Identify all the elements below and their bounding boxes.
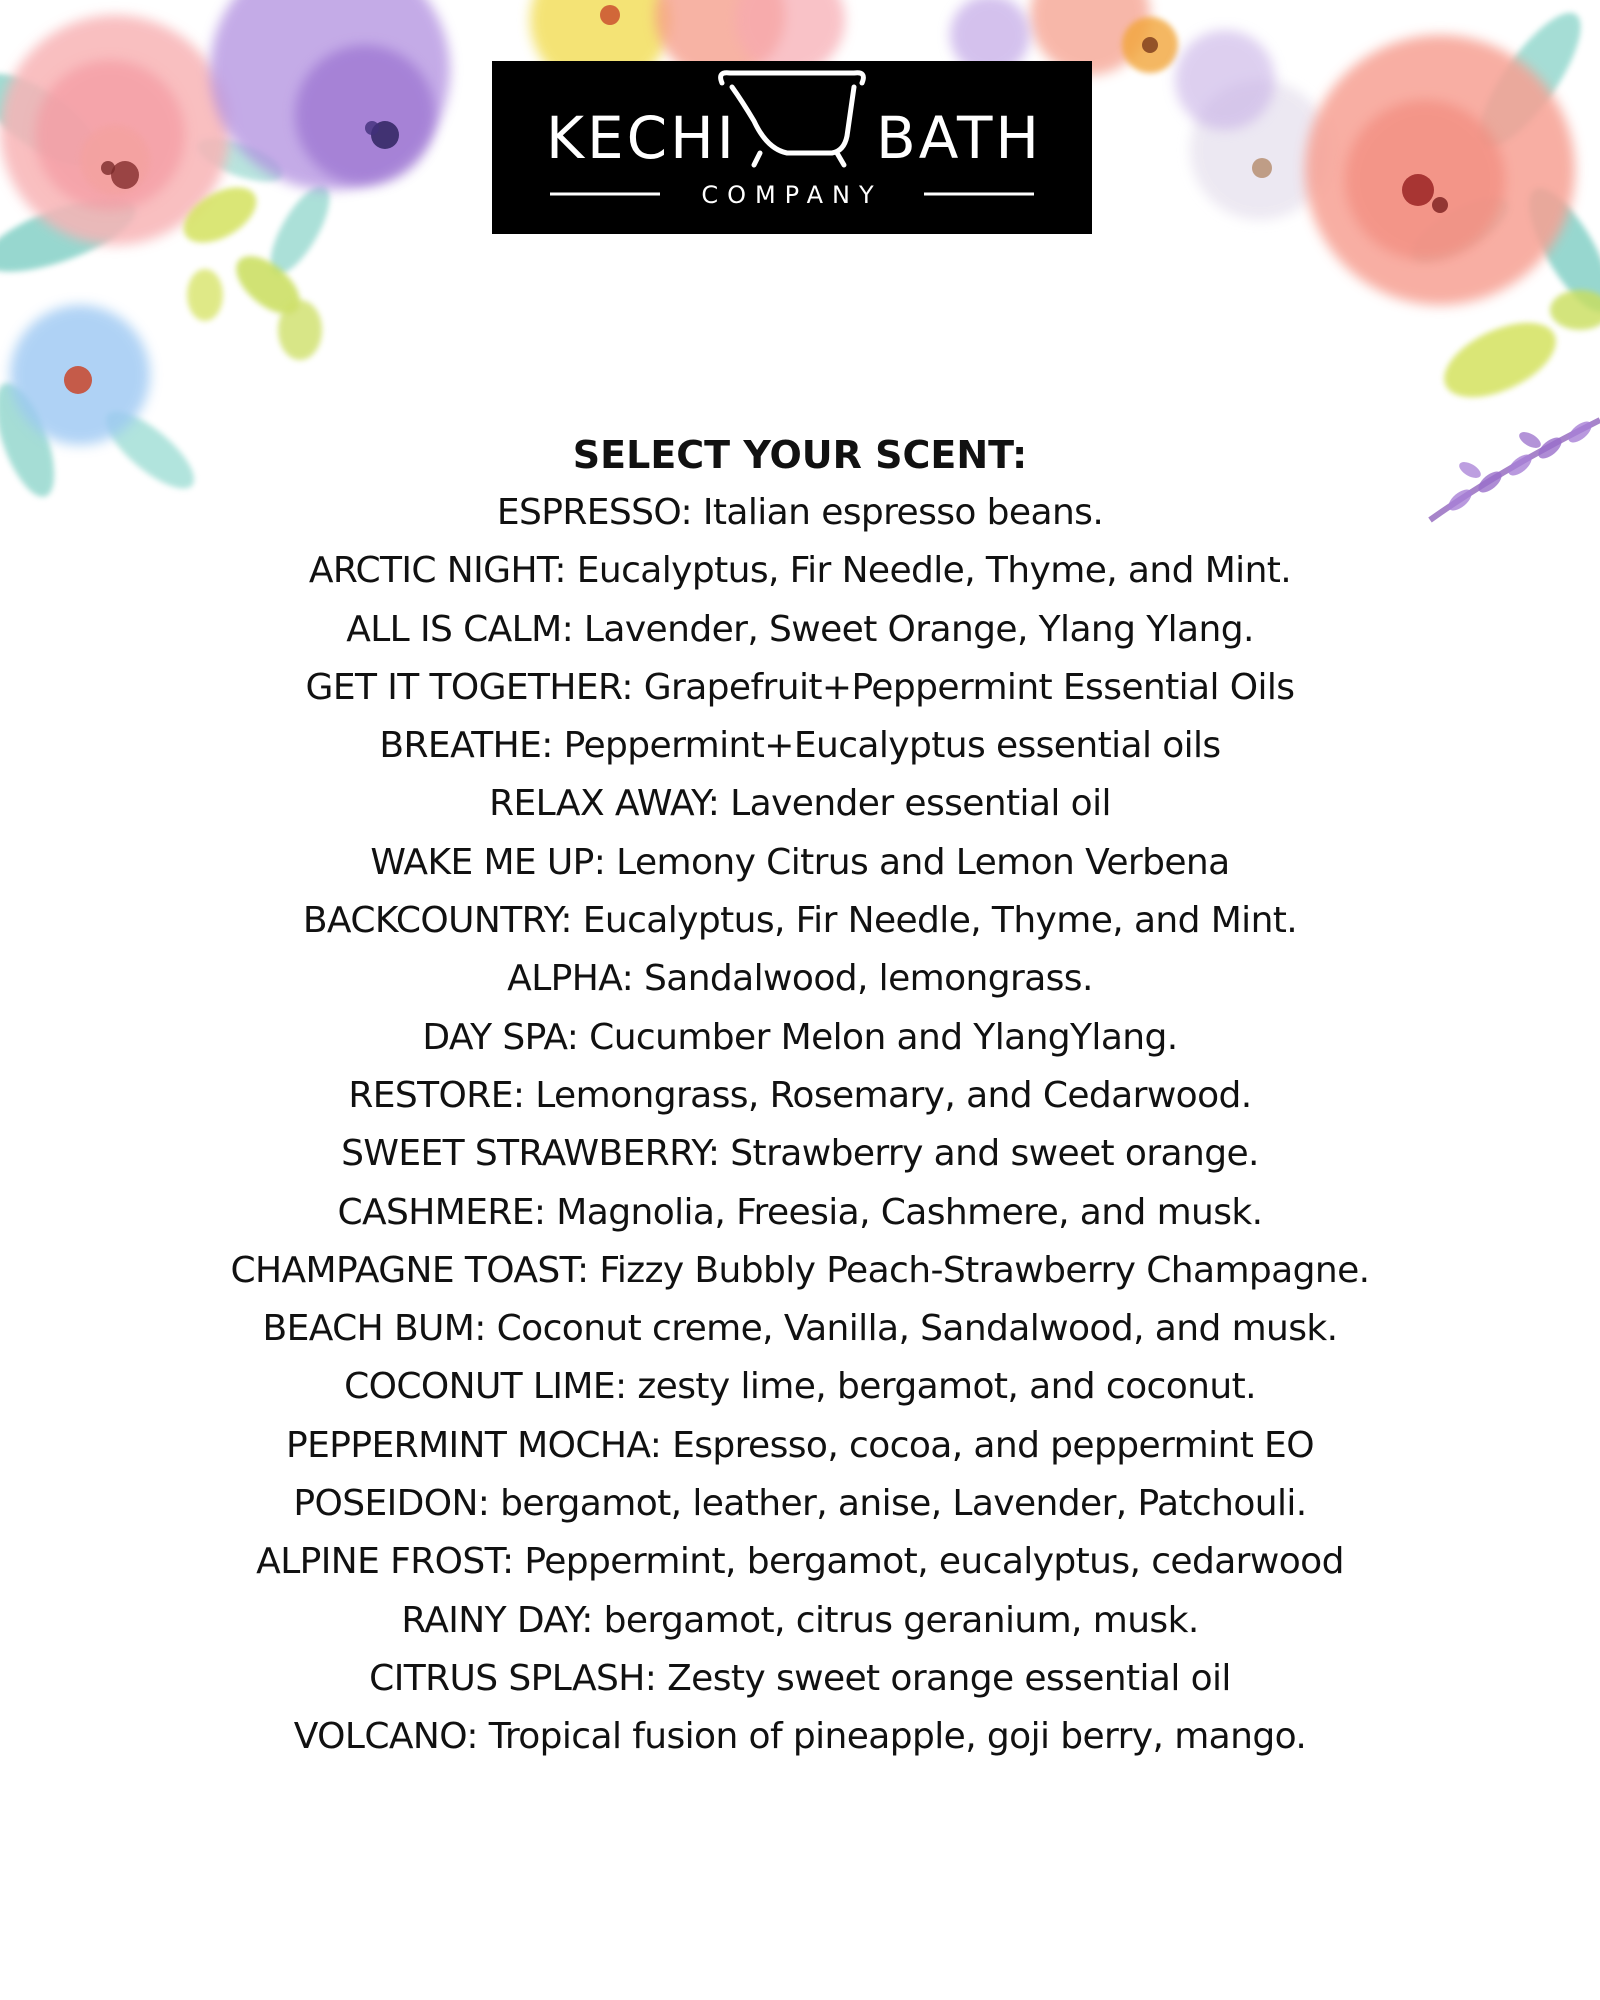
- scent-item: PEPPERMINT MOCHA: Espresso, cocoa, and peppermint EO: [286, 1424, 1314, 1466]
- scent-list: [0, 484, 1600, 1767]
- scent-heading: SELECT YOUR SCENT:: [572, 433, 1028, 477]
- scent-item: CASHMERE: Magnolia, Freesia, Cashmere, and musk.: [337, 1191, 1263, 1233]
- scent-item: RESTORE: Lemongrass, Rosemary, and Cedarwood.: [348, 1074, 1252, 1116]
- scent-item: CITRUS SPLASH: Zesty sweet orange essential oil: [369, 1657, 1231, 1699]
- scent-item: ARCTIC NIGHT: Eucalyptus, Fir Needle, Thyme, and Mint.: [308, 550, 1292, 592]
- scent-item: POSEIDON: bergamot, leather, anise, Lavender, Patchouli.: [293, 1483, 1307, 1525]
- scent-item: WAKE ME UP: Lemony Citrus and Lemon Verbena: [370, 841, 1230, 883]
- scent-item: RAINY DAY: bergamot, citrus geranium, musk.: [401, 1599, 1199, 1641]
- scent-section: [0, 426, 1600, 1767]
- logo-subtitle: COMPANY: [701, 181, 883, 209]
- scent-item: ESPRESSO: Italian espresso beans.: [496, 492, 1104, 533]
- scent-item: VOLCANO: Tropical fusion of pineapple, goji berry, mango.: [293, 1716, 1307, 1758]
- scent-item: RELAX AWAY: Lavender essential oil: [489, 783, 1111, 825]
- scent-item: DAY SPA: Cucumber Melon and YlangYlang.: [422, 1016, 1178, 1058]
- brand-logo: [492, 61, 1092, 234]
- scent-item: ALL IS CALM: Lavender, Sweet Orange, Ylang Ylang.: [346, 608, 1254, 650]
- scent-item: BREATHE: Peppermint+Eucalyptus essential oils: [379, 725, 1221, 767]
- scent-item: GET IT TOGETHER: Grapefruit+Peppermint Essential Oils: [305, 666, 1295, 708]
- scent-item: ALPINE FROST: Peppermint, bergamot, eucalyptus, cedarwood: [256, 1541, 1344, 1583]
- scent-item: BACKCOUNTRY: Eucalyptus, Fir Needle, Thyme, and Mint.: [302, 900, 1298, 942]
- scent-item: SWEET STRAWBERRY: Strawberry and sweet orange.: [341, 1133, 1259, 1175]
- scent-item: ALPHA: Sandalwood, lemongrass.: [507, 958, 1093, 1000]
- logo-word-bath: BATH: [876, 104, 1043, 172]
- logo-word-kechi: KECHI: [546, 104, 737, 172]
- scent-item: CHAMPAGNE TOAST: Fizzy Bubbly Peach-Strawberry Champagne.: [230, 1249, 1370, 1291]
- scent-item: COCONUT LIME: zesty lime, bergamot, and coconut.: [344, 1366, 1256, 1408]
- scent-item: BEACH BUM: Coconut creme, Vanilla, Sandalwood, and musk.: [262, 1308, 1338, 1350]
